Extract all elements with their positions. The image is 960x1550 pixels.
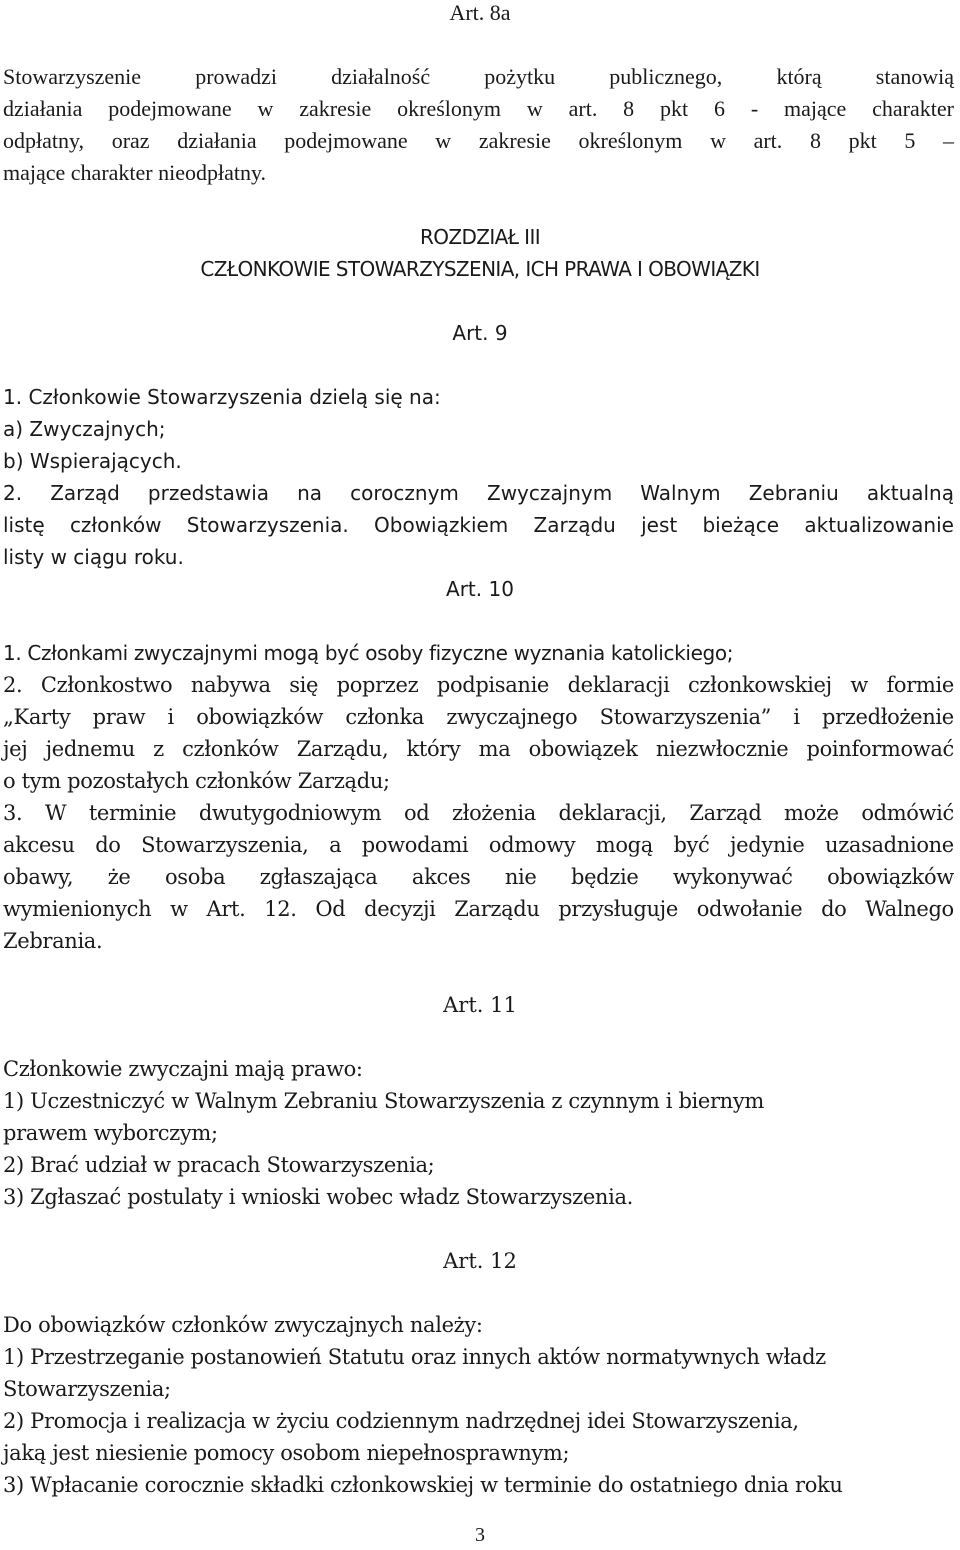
word: uzasadnione — [825, 833, 954, 857]
art-12-line-1: Do obowiązków członków zwyczajnych należy: — [3, 1313, 483, 1337]
art-8a-line-3 — [3, 126, 954, 156]
word: być — [673, 833, 710, 857]
word: w — [257, 96, 274, 121]
word: Art. — [206, 897, 246, 921]
word: członków — [182, 737, 279, 761]
word: nabywa — [190, 673, 271, 697]
word: członków — [69, 513, 162, 537]
word: niezwłocznie — [655, 737, 789, 761]
word: jedynie — [730, 833, 805, 857]
word: w — [170, 897, 188, 921]
art-10-line-1: 1. Członkami zwyczajnymi mogą być osoby fizyczne wyznania katolickiego; — [3, 641, 734, 665]
word: Zarząd — [50, 481, 120, 505]
art-10-line-4 — [3, 734, 954, 764]
page-number: 3 — [475, 1524, 485, 1546]
word: w — [710, 128, 726, 153]
art-10-line-3 — [3, 702, 954, 732]
word: działania — [177, 128, 257, 153]
art-11-line-2: 1) Uczestniczyć w Walnym Zebraniu Stowarzyszenia z czynnym i biernym — [3, 1089, 764, 1113]
word: stanowią — [875, 64, 954, 89]
word: jednemu — [45, 737, 135, 761]
word: deklaracji — [567, 673, 670, 697]
art-9-line-3: b) Wspierających. — [3, 449, 182, 473]
word: Obowiązkiem — [374, 513, 509, 537]
word: – — [942, 128, 954, 153]
word: formie — [886, 673, 954, 697]
word: Od — [315, 897, 346, 921]
word: obawy, — [3, 865, 74, 889]
art-10-line-2 — [3, 670, 954, 700]
word: w — [850, 673, 868, 697]
word: i — [167, 705, 174, 729]
word: będzie — [570, 865, 639, 889]
word: Walnym — [640, 481, 721, 505]
word: z — [153, 737, 164, 761]
art-12-line-5: jaką jest niesienie pomocy osobom niepełnosprawnym; — [3, 1441, 570, 1465]
word: 5 — [904, 128, 916, 153]
word: oraz — [111, 128, 150, 153]
word: się — [289, 673, 319, 697]
word: Zarządu — [454, 897, 540, 921]
word: i — [793, 705, 800, 729]
word: odmowy — [488, 833, 576, 857]
word: może — [784, 801, 839, 825]
word: 3. — [3, 801, 23, 825]
chapter-title: CZŁONKOWIE STOWARZYSZENIA, ICH PRAWA I OBOWIĄZKI — [200, 257, 760, 281]
word: podpisanie — [436, 673, 550, 697]
art-9-line-6: listy w ciągu roku. — [3, 545, 184, 569]
word: obowiązek — [528, 737, 638, 761]
art-10-line-9 — [3, 894, 954, 924]
word: aktualną — [866, 481, 954, 505]
word: powodami — [361, 833, 469, 857]
art-11-line-5: 3) Zgłaszać postulaty i wnioski wobec władz Stowarzyszenia. — [3, 1185, 633, 1209]
art-8a-line-4: mające charakter nieodpłatny. — [3, 160, 267, 185]
word: członka — [345, 705, 425, 729]
art-9-line-1: 1. Członkowie Stowarzyszenia dzielą się na: — [3, 385, 441, 409]
art-10-line-8 — [3, 862, 954, 892]
word: określonym — [578, 128, 683, 153]
word: określonym — [397, 96, 502, 121]
word: deklaracji, — [558, 801, 667, 825]
word: decyzji — [364, 897, 436, 921]
word: jest — [641, 513, 678, 537]
word: którą — [776, 64, 822, 89]
word: praw — [92, 705, 146, 729]
word: w — [526, 96, 543, 121]
art-11-line-3: prawem wyborczym; — [3, 1121, 218, 1145]
art-8a-line-1 — [3, 62, 954, 92]
art-8a-line-2 — [3, 94, 954, 124]
word: przysługuje — [558, 897, 678, 921]
word: od — [403, 801, 430, 825]
word: aktualizowanie — [804, 513, 954, 537]
word: art. — [568, 96, 598, 121]
word: do — [821, 897, 847, 921]
art-9-line-2: a) Zwyczajnych; — [3, 417, 166, 441]
word: Stowarzyszenia. — [186, 513, 349, 537]
word: działalność — [331, 64, 431, 89]
word: pkt — [848, 128, 877, 153]
word: członkowskiej — [688, 673, 832, 697]
art-12-line-2: 1) Przestrzeganie postanowień Statutu oraz innych aktów normatywnych władz — [3, 1345, 826, 1369]
word: Walnego — [865, 897, 954, 921]
word: poinformować — [806, 737, 954, 761]
word: Zarządu — [533, 513, 616, 537]
word: Zarządu, — [296, 737, 389, 761]
word: art. — [753, 128, 783, 153]
word: akces — [411, 865, 471, 889]
word: osoba — [165, 865, 226, 889]
art-11-line-4: 2) Brać udział w pracach Stowarzyszenia; — [3, 1153, 435, 1177]
word: przedłożenie — [822, 705, 954, 729]
word: publicznego, — [609, 64, 723, 89]
art-12-heading: Art. 12 — [443, 1249, 517, 1273]
word: 2. — [3, 481, 23, 505]
word: w — [435, 128, 452, 153]
word: Stowarzyszenia” — [599, 705, 772, 729]
word: W — [44, 801, 67, 825]
word: podejmowane — [284, 128, 408, 153]
art-12-line-3: Stowarzyszenia; — [3, 1377, 171, 1401]
word: działania — [3, 96, 83, 121]
word: bieżące — [702, 513, 780, 537]
word: poprzez — [336, 673, 419, 697]
word: - — [750, 96, 759, 121]
word: do — [95, 833, 121, 857]
art-12-line-6: 3) Wpłacanie corocznie składki członkowskiej w terminie do ostatniego dnia roku — [3, 1473, 843, 1497]
word: pożytku — [484, 64, 556, 89]
chapter-number: ROZDZIAŁ III — [419, 225, 541, 249]
word: złożenia — [451, 801, 536, 825]
art-11-heading: Art. 11 — [443, 993, 517, 1017]
word: Członkostwo — [40, 673, 173, 697]
art-12-line-4: 2) Promocja i realizacja w życiu codziennym nadrzędnej idei Stowarzyszenia, — [3, 1409, 799, 1433]
word: a — [329, 833, 342, 857]
word: obowiązków — [827, 865, 954, 889]
word: jej — [3, 737, 28, 761]
word: „Karty — [3, 705, 71, 729]
art-10-heading: Art. 10 — [446, 577, 514, 601]
art-9-line-4 — [3, 478, 954, 508]
word: zwyczajnego — [446, 705, 578, 729]
word: 8 — [809, 128, 821, 153]
word: akcesu — [3, 833, 75, 857]
word: na — [297, 481, 323, 505]
word: Zarząd — [689, 801, 762, 825]
word: 2. — [3, 673, 23, 697]
word: Stowarzyszenia, — [141, 833, 309, 857]
word: 6 — [713, 96, 725, 121]
word: dwutygodniowym — [198, 801, 382, 825]
word: 12. — [264, 897, 297, 921]
word: odwołanie — [696, 897, 803, 921]
word: charakter — [872, 96, 954, 121]
word: ma — [478, 737, 511, 761]
word: podejmowane — [108, 96, 232, 121]
word: nie — [504, 865, 537, 889]
art-10-line-6 — [3, 798, 954, 828]
word: prowadzi — [195, 64, 278, 89]
art-9-line-5 — [3, 510, 954, 540]
word: zakresie — [299, 96, 372, 121]
word: terminie — [88, 801, 177, 825]
art-10-line-10: Zebrania. — [3, 929, 103, 953]
word: przedstawia — [147, 481, 270, 505]
word: Zebraniu — [748, 481, 839, 505]
art-8a-heading: Art. 8a — [449, 0, 511, 25]
word: odpłatny, — [3, 128, 85, 153]
word: zgłaszająca — [259, 865, 378, 889]
word: obowiązków — [196, 705, 324, 729]
word: mogą — [595, 833, 653, 857]
word: mające — [783, 96, 847, 121]
word: że — [107, 865, 131, 889]
word: Stowarzyszenie — [3, 64, 142, 89]
word: zakresie — [478, 128, 551, 153]
word: odmówić — [861, 801, 954, 825]
word: który — [406, 737, 461, 761]
word: wykonywać — [672, 865, 793, 889]
word: 8 — [623, 96, 635, 121]
word: Zwyczajnym — [487, 481, 613, 505]
word: listę — [3, 513, 45, 537]
art-11-line-1: Członkowie zwyczajni mają prawo: — [3, 1057, 363, 1081]
art-10-line-5: o tym pozostałych członków Zarządu; — [3, 769, 390, 793]
word: wymienionych — [3, 897, 152, 921]
art-9-heading: Art. 9 — [452, 321, 508, 345]
art-10-line-7 — [3, 830, 954, 860]
word: corocznym — [350, 481, 459, 505]
word: pkt — [660, 96, 689, 121]
